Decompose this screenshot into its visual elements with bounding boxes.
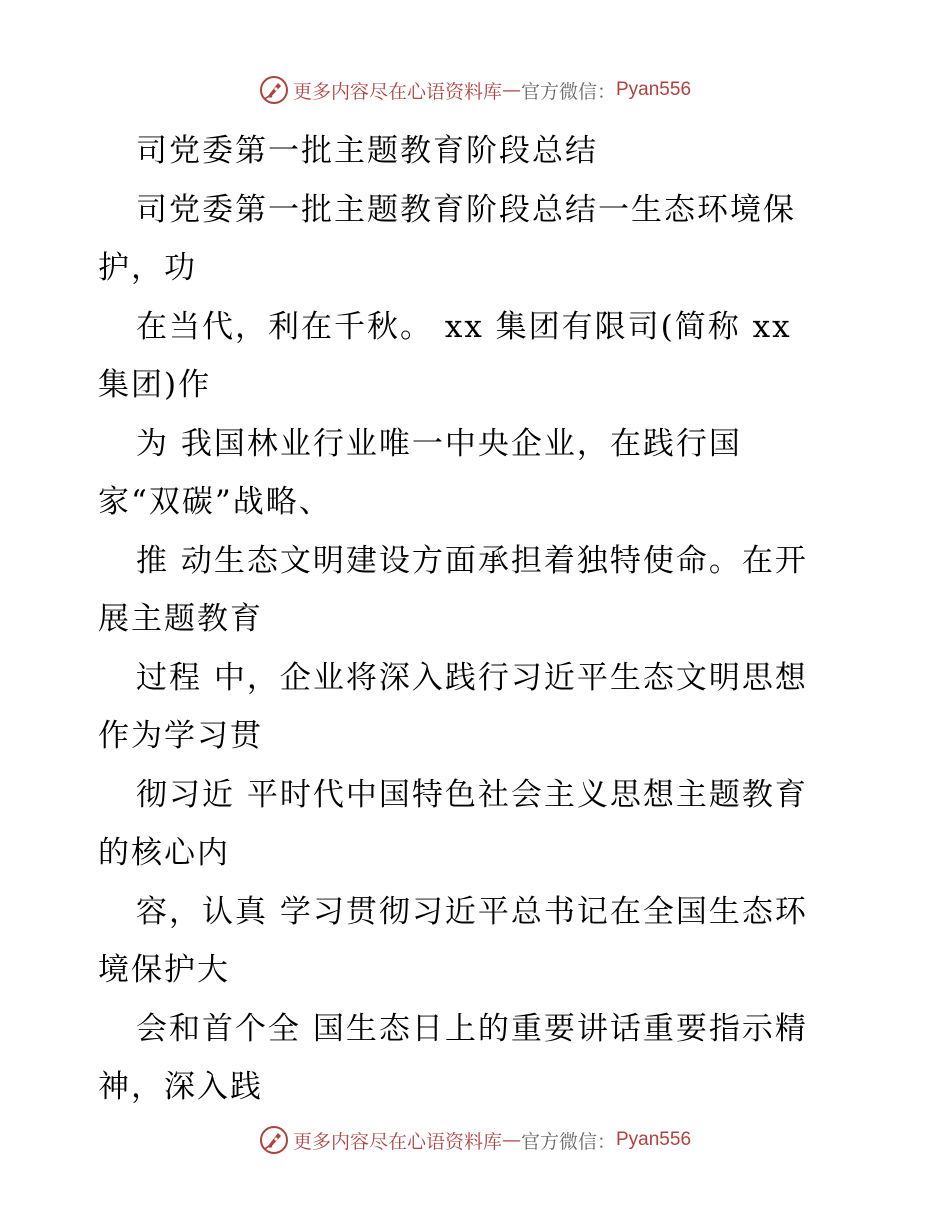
- document-line: 的核心内: [98, 835, 230, 871]
- document-line: 推 动生态文明建设方面承担着独特使命。在开: [136, 542, 808, 579]
- banner-account-id: Pyan556: [616, 79, 692, 100]
- banner-main-text: 更多内容尽在心语资料库: [292, 80, 502, 103]
- document-body: [98, 122, 838, 1117]
- document-line: 作为学习贯: [98, 718, 263, 754]
- document-line: 家“双碳”战略、: [98, 484, 332, 520]
- banner-separator: —: [501, 1129, 521, 1151]
- banner-account-id: Pyan556: [616, 1129, 692, 1150]
- document-line: 彻习近 平时代中国特色社会主义思想主题教育: [136, 776, 808, 813]
- document-line: 司党委第一批主题教育阶段总结: [136, 133, 598, 169]
- pen-nib-logo-icon: [259, 1125, 289, 1155]
- document-line: 境保护大: [98, 952, 230, 988]
- banner-main-text: 更多内容尽在心语资料库: [292, 1130, 502, 1153]
- document-line: 展主题教育: [98, 601, 263, 637]
- banner-account-label: 官方微信：: [520, 80, 616, 103]
- document-line: 容，认真 学习贯彻习近平总书记在全国生态环: [136, 893, 808, 930]
- document-line: 神，深入践: [98, 1069, 263, 1105]
- document-line: 集团)作: [98, 367, 212, 403]
- header-banner: [0, 70, 950, 110]
- banner-separator: —: [501, 79, 521, 101]
- document-line: 会和首个全 国生态日上的重要讲话重要指示精: [136, 1010, 808, 1047]
- banner-account-label: 官方微信：: [520, 1130, 616, 1153]
- document-line: 司党委第一批主题教育阶段总结一生态环境保: [136, 191, 796, 228]
- document-line: 护，功: [98, 250, 197, 286]
- pen-nib-logo-icon: [259, 75, 289, 105]
- document-line: 过程 中，企业将深入践行习近平生态文明思想: [136, 659, 808, 696]
- document-line: 在当代，利在千秋。 xx 集团有限司(简称 xx: [136, 308, 792, 345]
- footer-banner: [0, 1120, 950, 1160]
- document-line: 为 我国林业行业唯一中央企业，在践行国: [136, 425, 742, 462]
